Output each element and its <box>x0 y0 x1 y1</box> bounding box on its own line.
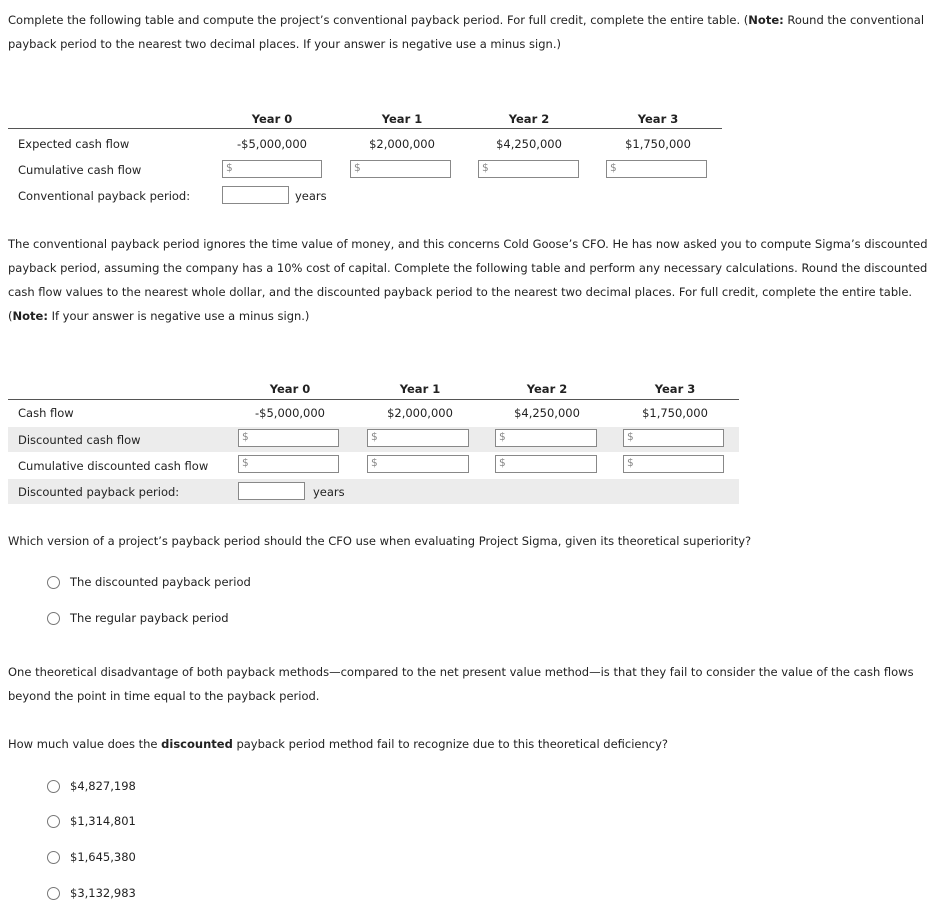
t1-cash-flow-year2: $4,250,000 <box>496 137 562 151</box>
t2-cash-flow-year3: $1,750,000 <box>642 406 708 420</box>
option-label: $1,314,801 <box>70 814 136 828</box>
t1-years-label: years <box>295 189 327 203</box>
t2-cash-flow-year0: -$5,000,000 <box>255 406 325 420</box>
t2-payback-period-label: Discounted payback period: <box>18 485 180 499</box>
radio-circle[interactable] <box>47 815 60 828</box>
t1-cash-flow-year0: -$5,000,000 <box>237 137 307 151</box>
currency-symbol: $ <box>627 457 634 469</box>
currency-symbol: $ <box>242 457 249 469</box>
t2-header-year1: Year 1 <box>399 382 441 396</box>
option-regular-payback[interactable] <box>47 611 229 625</box>
currency-symbol: $ <box>371 457 378 469</box>
t1-cash-flow-year1: $2,000,000 <box>369 137 435 151</box>
t1-header-year3: Year 3 <box>637 112 679 126</box>
t1-divider <box>8 128 722 129</box>
t1-cumulative-input-year2[interactable] <box>478 160 579 178</box>
t2-discounted-input-year2[interactable] <box>495 429 597 447</box>
t1-cumulative-input-year1[interactable] <box>350 160 451 178</box>
option-label: The regular payback period <box>70 611 229 625</box>
currency-symbol: $ <box>226 162 233 174</box>
t2-discounted-input-year0[interactable] <box>238 429 339 447</box>
t1-cash-flow-year3: $1,750,000 <box>625 137 691 151</box>
option-label: The discounted payback period <box>70 575 251 589</box>
t1-cumulative-cash-flow-label: Cumulative cash flow <box>18 163 142 177</box>
conventional-payback-input[interactable] <box>222 186 289 204</box>
discounted-payback-input[interactable] <box>238 482 305 500</box>
note-label: Note: <box>12 309 48 323</box>
radio-circle[interactable] <box>47 851 60 864</box>
t2-header-year2: Year 2 <box>526 382 568 396</box>
t1-cumulative-input-year3[interactable] <box>606 160 707 178</box>
t2-cash-flow-year1: $2,000,000 <box>387 406 453 420</box>
t1-expected-cash-flow-label: Expected cash flow <box>18 137 130 151</box>
option-label: $4,827,198 <box>70 779 136 793</box>
t2-cumulative-input-year0[interactable] <box>238 455 339 473</box>
t1-header-year0: Year 0 <box>251 112 293 126</box>
intro-instructions: Complete the following table and compute the project’s conventional payback period. For full credit, complete the entire table. (Note: Round the conventional payback period to the nearest two decimal places. If your answer is negative use a minus sign.) <box>8 13 925 51</box>
t2-cumulative-input-year2[interactable] <box>495 455 597 473</box>
t1-header-year1: Year 1 <box>381 112 423 126</box>
t1-payback-period-label: Conventional payback period: <box>18 189 191 203</box>
t2-cash-flow-label: Cash flow <box>18 406 74 420</box>
t2-cumulative-label: Cumulative discounted cash flow <box>18 459 209 473</box>
t2-discounted-input-year3[interactable] <box>623 429 724 447</box>
t2-divider <box>8 399 739 400</box>
option-label: $1,645,380 <box>70 850 136 864</box>
option-discounted-payback[interactable] <box>47 575 251 589</box>
currency-symbol: $ <box>371 431 378 443</box>
currency-symbol: $ <box>242 431 249 443</box>
radio-circle[interactable] <box>47 887 60 900</box>
t2-years-label: years <box>313 485 345 499</box>
t2-cash-flow-year2: $4,250,000 <box>514 406 580 420</box>
t2-header-year0: Year 0 <box>269 382 311 396</box>
t2-header-year3: Year 3 <box>654 382 696 396</box>
option-value-2[interactable] <box>47 814 136 828</box>
t2-cumulative-input-year1[interactable] <box>367 455 469 473</box>
question-payback-version: Which version of a project’s payback period should the CFO use when evaluating Project Sigma, given its theoretical superiority? <box>8 534 752 548</box>
t1-header-year2: Year 2 <box>508 112 550 126</box>
t1-cumulative-input-year0[interactable] <box>222 160 322 178</box>
option-value-4[interactable] <box>47 886 136 900</box>
question-unrecognized-value: How much value does the discounted payback period method fail to recognize due to this theoretical deficiency? <box>8 737 669 751</box>
option-label: $3,132,983 <box>70 886 136 900</box>
currency-symbol: $ <box>482 162 489 174</box>
currency-symbol: $ <box>354 162 361 174</box>
radio-circle[interactable] <box>47 576 60 589</box>
payback-disadvantage-text: One theoretical disadvantage of both payback methods—compared to the net present value method—is that they fail to consider the value of the cash flows beyond the point in time equal to the payback period. <box>8 665 914 703</box>
currency-symbol: $ <box>499 457 506 469</box>
currency-symbol: $ <box>610 162 617 174</box>
radio-circle[interactable] <box>47 780 60 793</box>
t2-discounted-input-year1[interactable] <box>367 429 469 447</box>
discounted-payback-instructions: The conventional payback period ignores the time value of money, and this concerns Cold Goose’s CFO. He has now asked you to compute Sigma’s discounted payback period, assuming the company has a 10% cost of capital. Complete the following table and perform any necessary calculations. Round the discounted cash flow values to the nearest whole dollar, and the discounted payback period to the nearest two decimal places. For full credit, complete the entire table. (Note: If your answer is negative use a minus sign.) <box>8 237 928 323</box>
t2-discounted-cash-flow-label: Discounted cash flow <box>18 433 141 447</box>
currency-symbol: $ <box>627 431 634 443</box>
option-value-3[interactable] <box>47 850 136 864</box>
currency-symbol: $ <box>499 431 506 443</box>
note-label: Note: <box>748 13 784 27</box>
t2-cumulative-input-year3[interactable] <box>623 455 724 473</box>
option-value-1[interactable] <box>47 779 136 793</box>
radio-circle[interactable] <box>47 612 60 625</box>
